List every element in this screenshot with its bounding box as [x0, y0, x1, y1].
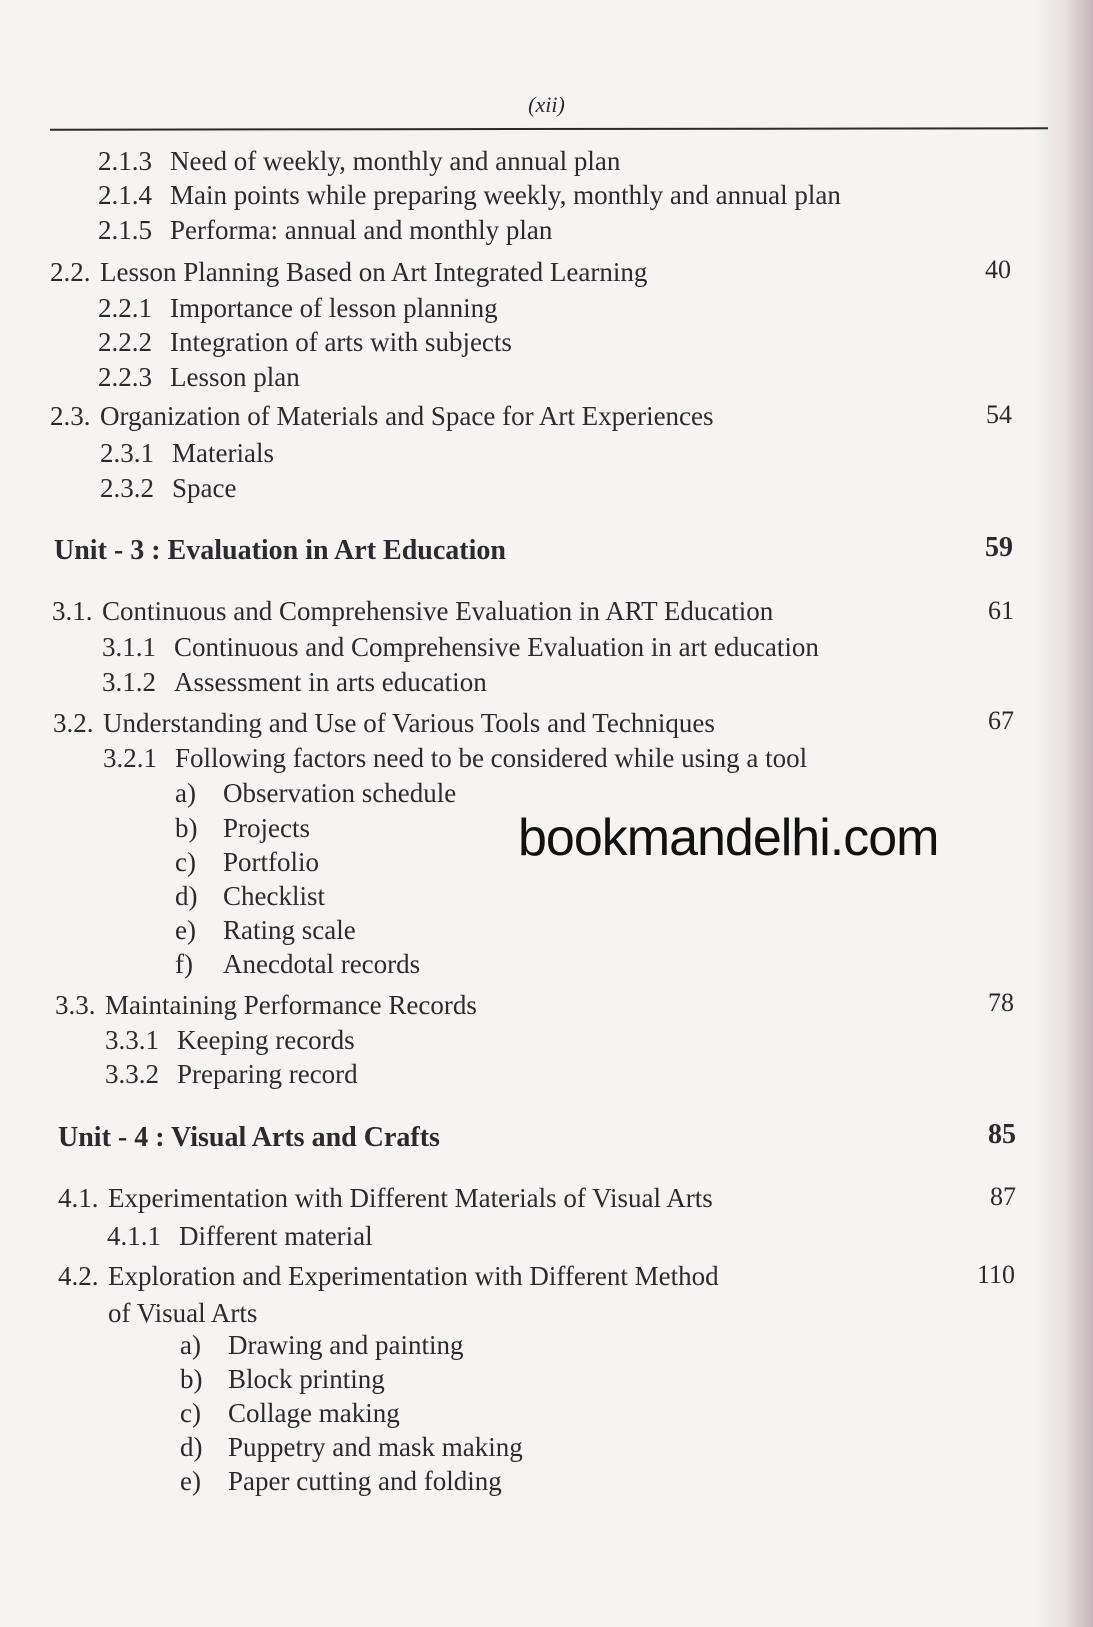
header-rule — [50, 127, 1048, 130]
toc-section-continued: of Visual Arts — [108, 1298, 258, 1328]
page-number-header: (xii) — [528, 92, 565, 117]
toc-subitem: b) Block printing — [180, 1364, 385, 1394]
unit-heading: Unit - 4 : Visual Arts and Crafts — [58, 1122, 440, 1153]
toc-section: 3.3. Maintaining Performance Records — [55, 990, 477, 1020]
toc-page-number: 67 — [988, 706, 1014, 735]
toc-subitem: c) Collage making — [180, 1398, 400, 1428]
toc-subitem: a) Drawing and painting — [180, 1330, 464, 1360]
toc-section: 2.3. Organization of Materials and Space for Art Experiences — [50, 401, 714, 431]
toc-entry: 2.2.2 Integration of arts with subjects — [98, 327, 512, 357]
toc-page-number: 54 — [986, 400, 1012, 429]
toc-page-number: 78 — [988, 988, 1014, 1017]
toc-entry: 2.3.1 Materials — [100, 438, 274, 468]
toc-section: 4.1. Experimentation with Different Materials of Visual Arts — [58, 1183, 713, 1213]
toc-entry: 2.1.5 Performa: annual and monthly plan — [98, 215, 553, 245]
toc-subitem: d) Checklist — [175, 881, 325, 911]
toc-page-number: 61 — [988, 596, 1014, 625]
unit-page-number: 85 — [988, 1119, 1016, 1150]
watermark: bookmandelhi.com — [518, 809, 939, 867]
toc-subitem: e) Paper cutting and folding — [180, 1466, 502, 1496]
toc-subitem: c) Portfolio — [175, 847, 320, 877]
page-edge-shadow — [1033, 0, 1093, 1627]
toc-page-number: 110 — [977, 1260, 1016, 1289]
toc-section: 3.1. Continuous and Comprehensive Evaluation in ART Education — [52, 596, 774, 626]
toc-section: 4.2. Exploration and Experimentation with Different Method — [58, 1261, 719, 1291]
unit-page-number: 59 — [985, 532, 1013, 563]
toc-entry: 3.1.2 Assessment in arts education — [102, 667, 487, 697]
toc-entry: 3.2.1 Following factors need to be considered while using a tool — [103, 743, 808, 773]
toc-entry: 4.1.1 Different material — [107, 1221, 373, 1251]
toc-subitem: e) Rating scale — [175, 915, 356, 945]
toc-subitem: b) Projects — [175, 813, 310, 843]
toc-page-number: 87 — [990, 1182, 1016, 1211]
toc-entry: 2.2.3 Lesson plan — [98, 362, 300, 392]
toc-entry: 2.1.3 Need of weekly, monthly and annual plan — [98, 146, 621, 176]
toc-subitem: a) Observation schedule — [175, 778, 457, 808]
toc-subitem: f) Anecdotal records — [175, 949, 421, 979]
toc-entry: 3.3.1 Keeping records — [105, 1025, 355, 1055]
toc-page-number: 40 — [985, 255, 1011, 284]
toc-subitem: d) Puppetry and mask making — [180, 1432, 523, 1462]
toc-entry: 2.1.4 Main points while preparing weekly, monthly and annual plan — [98, 180, 841, 210]
toc-entry: 3.1.1 Continuous and Comprehensive Evaluation in art education — [102, 632, 819, 662]
toc-section: 3.2. Understanding and Use of Various Tools and Techniques — [53, 708, 715, 738]
toc-section: 2.2. Lesson Planning Based on Art Integrated Learning — [50, 257, 648, 287]
toc-entry: 3.3.2 Preparing record — [105, 1059, 358, 1089]
unit-heading: Unit - 3 : Evaluation in Art Education — [54, 535, 506, 566]
toc-entry: 2.3.2 Space — [100, 473, 237, 503]
toc-entry: 2.2.1 Importance of lesson planning — [98, 293, 498, 323]
